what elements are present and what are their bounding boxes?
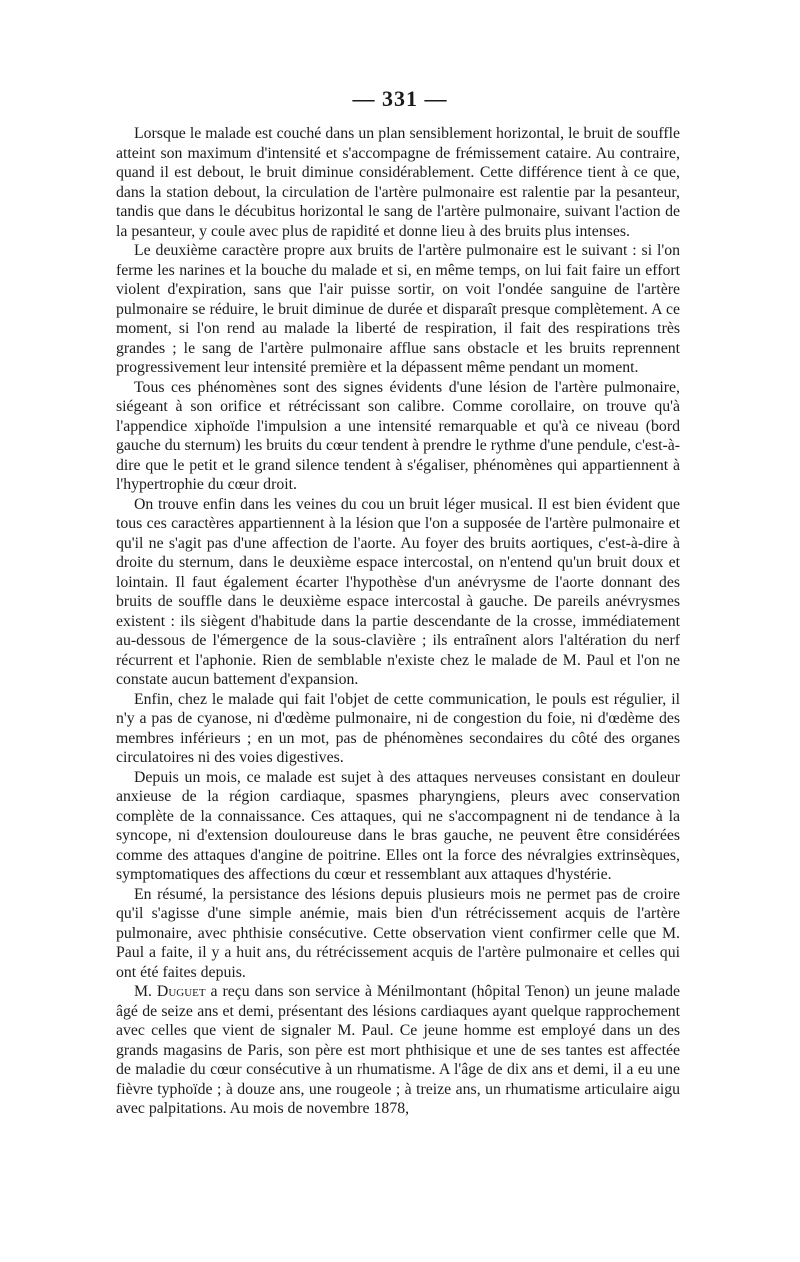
paragraph-neck-veins: On trouve enfin dans les veines du cou un bruit léger musical. Il est bien évident que tous ces caractères appartiennent à la lésion que l'on a supposée de l'artère pulmonaire et qu'il ne s'agit pas d'une affection de l'aorte. Au foyer des bruits aortiques, c'est-à-dire à droite du sternum, dans le deuxième espace intercostal, on n'entend qu'un bruit doux et lointain. Il faut également écarter l'hypothèse d'un anévrysme de l'aorte donnant des bruits de souffle dans le deuxième espace intercostal à gauche. De pareils anévrysmes existent : ils siègent d'habitude dans la partie descendante de la crosse, immédiatement au-dessous de l'émergence de la sous-clavière ; ils entraînent alors l'altération du nerf récurrent et l'aphonie. Rien de semblable n'existe chez le malade de M. Paul et l'on ne constate aucun battement d'expansion. — [116, 495, 680, 688]
paragraph-nervous-attacks: Depuis un mois, ce malade est sujet à des attaques nerveuses consistant en douleur anxieuse de la région cardiaque, spasmes pharyngiens, pleurs avec conservation complète de la connaissance. Ces attaques, qui ne s'accompagnent ni de tendance à la syncope, ni d'extension douloureuse dans le bras gauche, ne peuvent être considérées comme des attaques d'angine de poitrine. Elles ont la force des névralgies extrinsèques, symptomatiques des affections du cœur et ressemblant aux attaques d'hystérie. — [116, 768, 680, 883]
paragraph-duguet-case — [116, 982, 680, 1119]
paragraph-regular-pulse: Enfin, chez le malade qui fait l'objet de cette communication, le pouls est régulier, il n'y a pas de cyanose, ni d'œdème pulmonaire, ni de congestion du foie, ni d'œdème des membres inférieurs ; en un mot, pas de phénomènes secondaires du côté des organes circulatoires ni des voies digestives. — [116, 690, 680, 766]
paragraph-second-character: Le deuxième caractère propre aux bruits de l'artère pulmonaire est le suivant : si l'on ferme les narines et la bouche du malade et si, en même temps, on lui fait faire un effort violent d'expiration, sans que l'air puisse sortir, on voit l'ondée sanguine de l'artère pulmonaire se réduire, le bruit diminue de durée et disparaît presque complètement. A ce moment, si l'on rend au malade la liberté de respiration, il fait des respirations très grandes ; le sang de l'artère pulmonaire afflue sans obstacle et les bruits reprennent progressivement leur intensité première et la dépassent même pendant un moment. — [116, 242, 680, 376]
body-text — [116, 124, 680, 1119]
paragraph-body: a reçu dans son service à Ménilmontant (hôpital Tenon) un jeune malade âgé de seize ans et demi, présentant des lésions cardiaques ayant quelque rapprochement avec celles que vient de signaler M. Paul. Ce jeune homme est employé dans un des grands magasins de Paris, son père est mort phthisique et une de ses tantes est affectée de maladie du cœur consécutive à un rhumatisme. A l'âge de dix ans et demi, il a eu une fièvre typhoïde ; à douze ans, une rougeole ; à treize ans, un rhumatisme articulaire aigu avec palpitations. Au mois de novembre 1878, — [116, 983, 680, 1117]
paragraph-summary: En résumé, la persistance des lésions depuis plusieurs mois ne permet pas de croire qu'il s'agisse d'une simple anémie, mais bien d'un rétrécissement acquis de l'artère pulmonaire, avec phthisie consécutive. Cette observation vient confirmer celle que M. Paul a faite, il y a huit ans, du rétrécissement acquis de l'artère pulmonaire et celles qui ont été faites depuis. — [116, 885, 680, 981]
page-number: — 331 — — [352, 86, 448, 111]
author-name: Duguet — [156, 983, 206, 1000]
paragraph-supine-murmur: Lorsque le malade est couché dans un plan sensiblement horizontal, le bruit de souffle atteint son maximum d'intensité et s'accompagne de frémissement cataire. Au contraire, quand il est debout, le bruit diminue considérablement. Cette différence tient à ce que, dans la station debout, la circulation de l'artère pulmonaire est ralentie par la pesanteur, tandis que dans le décubitus horizontal le sang de l'artère pulmonaire, suivant l'action de la pesanteur, y coule avec plus de rapidité et donne lieu à des bruits plus intenses. — [116, 125, 680, 240]
paragraph-lesion-signs: Tous ces phénomènes sont des signes évidents d'une lésion de l'artère pulmonaire, siégeant à son orifice et rétrécissant son calibre. Comme corollaire, on trouve qu'à l'appendice xiphoïde l'impulsion a une intensité remarquable et qu'à ce niveau (bord gauche du sternum) les bruits du cœur tendent à prendre le rythme d'une pendule, c'est-à-dire que le petit et le grand silence tendent à s'égaliser, phénomènes qui appartiennent à l'hypertrophie du cœur droit. — [116, 378, 680, 493]
paragraph-prefix: M. — [134, 983, 157, 1000]
